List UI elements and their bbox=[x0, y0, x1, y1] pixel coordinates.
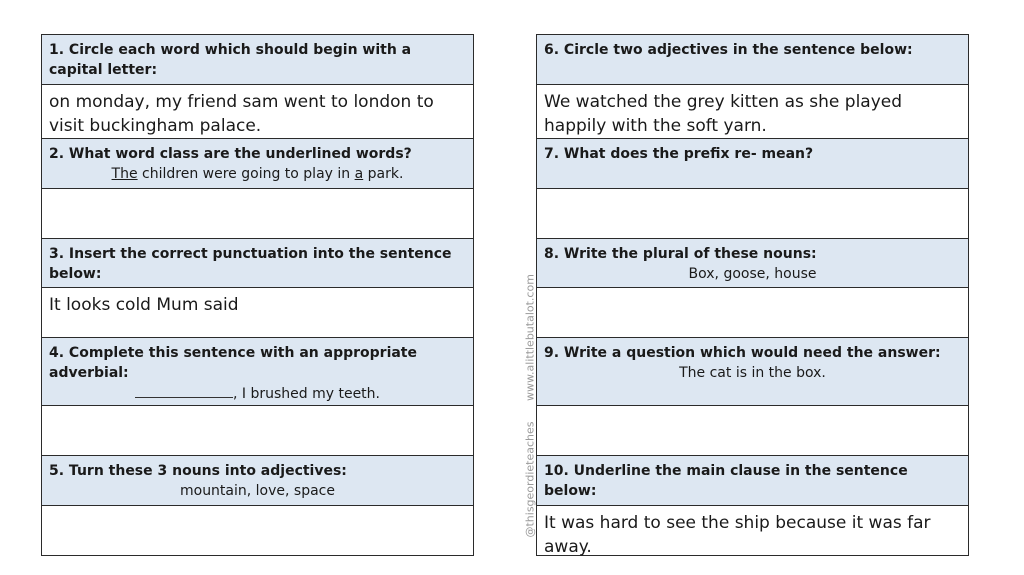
question-6-answer-box bbox=[537, 84, 968, 138]
question-7-answer-box[interactable] bbox=[537, 188, 968, 238]
question-4-title: 4. Complete this sentence with an appropriate adverbial: bbox=[49, 345, 417, 381]
left-question-column bbox=[41, 34, 474, 556]
question-4-sentence-text: , I brushed my teeth. bbox=[232, 386, 380, 402]
question-6-header bbox=[537, 34, 968, 84]
question-5-title: 5. Turn these 3 nouns into adjectives: bbox=[49, 463, 347, 479]
question-8-answer-box[interactable] bbox=[537, 287, 968, 337]
question-6-sentence: We watched the grey kitten as she played happily with the soft yarn. bbox=[544, 92, 903, 136]
question-10-header bbox=[537, 455, 968, 505]
question-3-header bbox=[42, 238, 473, 287]
question-2-answer-box[interactable] bbox=[42, 188, 473, 238]
question-10-answer-box bbox=[537, 505, 968, 556]
question-5-header bbox=[42, 455, 473, 505]
fill-in-blank[interactable] bbox=[135, 383, 233, 398]
question-2-title: 2. What word class are the underlined words? bbox=[49, 146, 412, 162]
underlined-word-the: The bbox=[111, 166, 138, 182]
question-2-sentence-middle: children were going to play in bbox=[137, 166, 355, 182]
question-8-header bbox=[537, 238, 968, 287]
question-9-header bbox=[537, 337, 968, 405]
question-1-header bbox=[42, 34, 473, 84]
question-1-title: 1. Circle each word which should begin with a capital letter: bbox=[49, 42, 412, 78]
right-question-column bbox=[536, 34, 969, 556]
question-3-answer-box bbox=[42, 287, 473, 337]
author-handle-credit: @thisgeordieteaches bbox=[523, 421, 537, 538]
question-9-answer-box[interactable] bbox=[537, 405, 968, 455]
question-2-header bbox=[42, 138, 473, 188]
question-1-sentence: on monday, my friend sam went to london to visit buckingham palace. bbox=[49, 92, 434, 136]
question-6-title: 6. Circle two adjectives in the sentence below: bbox=[544, 42, 913, 58]
question-4-header bbox=[42, 337, 473, 405]
question-7-title: 7. What does the prefix re- mean? bbox=[544, 146, 814, 162]
question-1-answer-box bbox=[42, 84, 473, 138]
question-2-sentence-end: park. bbox=[363, 166, 404, 182]
question-4-answer-box[interactable] bbox=[42, 405, 473, 455]
underlined-word-a: a bbox=[354, 166, 364, 182]
question-7-header bbox=[537, 138, 968, 188]
question-9-answer-text: The cat is in the box. bbox=[679, 365, 826, 381]
question-3-sentence: It looks cold Mum said bbox=[49, 295, 239, 315]
question-5-answer-box[interactable] bbox=[42, 505, 473, 556]
question-3-title: 3. Insert the correct punctuation into the sentence below: bbox=[49, 246, 452, 282]
website-credit: www.alittlebutalot.com bbox=[523, 274, 537, 401]
question-10-sentence: It was hard to see the ship because it was far away. bbox=[544, 513, 931, 557]
question-10-title: 10. Underline the main clause in the sentence below: bbox=[544, 463, 908, 499]
question-4-sentence bbox=[49, 383, 466, 404]
question-2-sentence bbox=[49, 164, 466, 184]
question-9-title: 9. Write a question which would need the answer: bbox=[544, 345, 941, 361]
question-5-nouns: mountain, love, space bbox=[179, 483, 335, 499]
question-8-title: 8. Write the plural of these nouns: bbox=[544, 246, 817, 262]
question-8-nouns: Box, goose, house bbox=[688, 266, 817, 282]
